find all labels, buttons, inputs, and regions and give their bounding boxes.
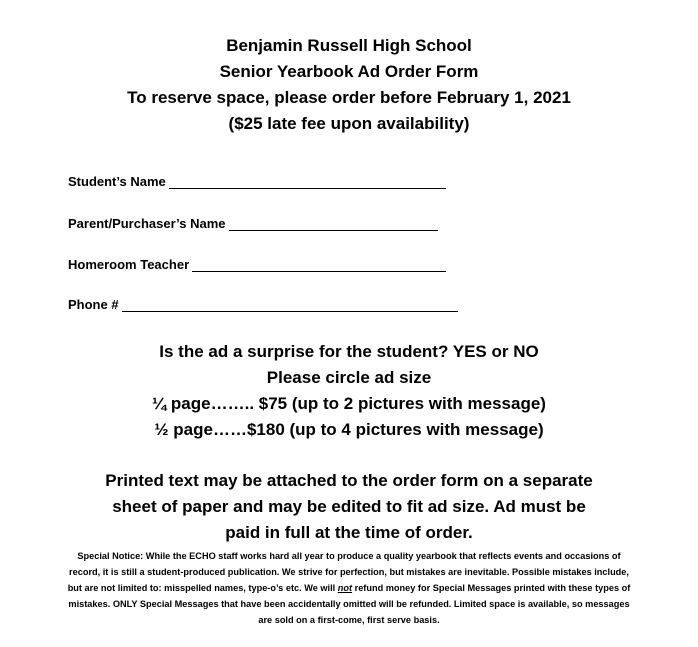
homeroom-teacher-line[interactable] xyxy=(192,259,446,272)
student-name-line[interactable] xyxy=(169,176,446,189)
order-deadline: To reserve space, please order before February 1, 2021 xyxy=(127,88,571,107)
homeroom-teacher-field[interactable] xyxy=(68,257,446,277)
student-name-label: Student’s Name xyxy=(68,174,166,189)
phone-field[interactable] xyxy=(68,297,458,317)
late-fee-note: ($25 late fee upon availability) xyxy=(228,114,470,133)
half-page-option[interactable]: ½ page……$180 (up to 4 pictures with message) xyxy=(154,420,544,439)
student-name-field[interactable] xyxy=(68,174,446,194)
parent-name-label: Parent/Purchaser’s Name xyxy=(68,216,226,231)
quarter-page-option[interactable]: ¼ page…….. $75 (up to 2 pictures with message) xyxy=(152,394,546,413)
phone-line[interactable] xyxy=(122,299,458,312)
surprise-question: Is the ad a surprise for the student? YES or NO xyxy=(159,342,539,361)
instructions-line-2: sheet of paper and may be edited to fit ad size. Ad must be xyxy=(112,497,586,516)
form-title: Senior Yearbook Ad Order Form xyxy=(219,62,479,81)
parent-name-line[interactable] xyxy=(229,218,438,231)
school-name: Benjamin Russell High School xyxy=(226,36,472,55)
special-notice xyxy=(64,548,634,628)
notice-emphasis: not xyxy=(337,583,353,593)
notice-text-part1: Special Notice: While the ECHO staff works hard all year to produce a quality yearbook that reflects events and occasions of record, it is still a student-produced publication. We strive for perfection, but mistakes are inevitable. Possible mistakes include, but are not limited to: misspelled names, type-o’s etc. We will xyxy=(67,551,629,593)
parent-name-field[interactable] xyxy=(68,216,438,236)
homeroom-teacher-label: Homeroom Teacher xyxy=(68,257,190,272)
instructions-line-1: Printed text may be attached to the order form on a separate xyxy=(105,471,593,490)
notice-text-part2: refund money for Special Messages printed with these types of mistakes. ONLY Special Messages that have been accidentally omitted will be refunded. Limited space is available, so messages are sold on a first-come, first serve basis. xyxy=(68,583,631,625)
instructions-line-3: paid in full at the time of order. xyxy=(225,523,473,542)
phone-label: Phone # xyxy=(68,297,119,312)
circle-size-prompt: Please circle ad size xyxy=(266,368,432,387)
